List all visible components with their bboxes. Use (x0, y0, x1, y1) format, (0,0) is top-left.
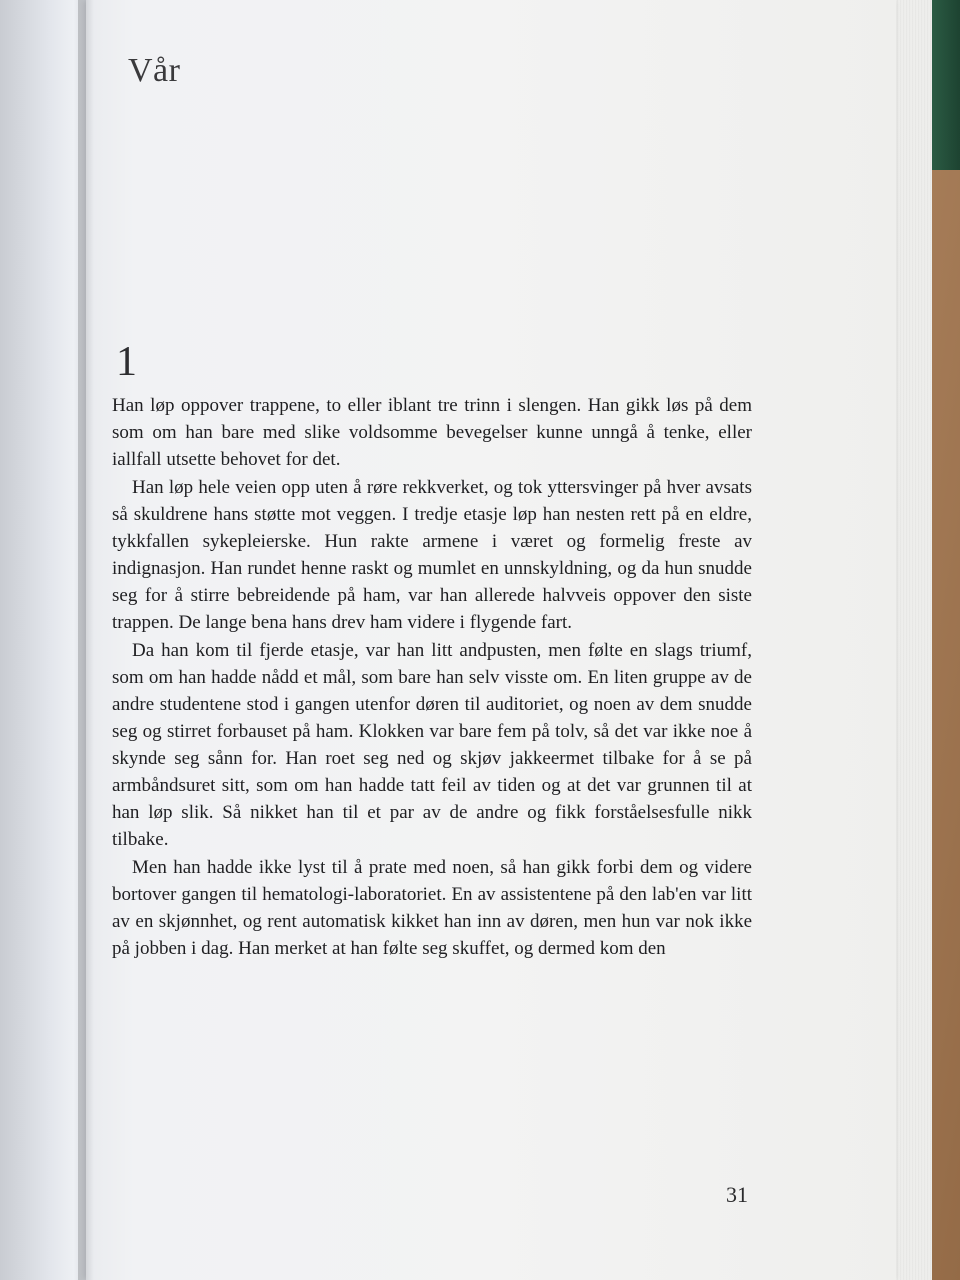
gutter-shadow (78, 0, 94, 1280)
paragraph: Men han hadde ikke lyst til å prate med noen, så han gikk forbi dem og videre bortover gangen til hematologi-laboratoriet. En av assistentene på den lab'en var litt av en skjønnhet, og rent automatisk kikket han inn av døren, men hun var nok ikke på jobben i dag. Han merket at han følte seg skuffet, og dermed kom den (112, 857, 752, 959)
book-page (86, 0, 896, 1280)
body-text (112, 392, 752, 962)
chapter-number: 1 (116, 339, 137, 385)
paragraph: Han løp hele veien opp uten å røre rekkverket, og tok yttersvinger på hver avsats så skuldrene hans støtte mot veggen. I tredje etasje løp han nesten rett på en eldre, tykkfallen sykepleierske. Hun rakte armene i været og formelig freste av indignasjon. Han rundet henne raskt og mumlet en unnskyldning, og da hun snudde seg for å stirre bebreidende på ham, var han allerede halvveis oppover den siste trappen. De lange bena hans drev ham videre i flygende fart. (112, 477, 752, 633)
page-number: 31 (726, 1182, 748, 1207)
section-title: Vår (128, 52, 181, 89)
paragraph: Da han kom til fjerde etasje, var han litt andpusten, men følte en slags triumf, som om han hadde nådd et mål, som bare han selv visste om. En liten gruppe av de andre studentene stod i gangen utenfor døren til auditoriet, og noen av dem snudde seg og stirret forbauset på ham. Klokken var bare fem på tolv, så det var ikke noe å skynde seg sånn for. Han roet seg ned og skjøv jakkeermet tilbake for å se på armbåndsuret sitt, som om han hadde tatt feil av tiden og at det var grunnen til at han løp slik. Så nikket han til et par av de andre og fikk forståelsesfulle nikk tilbake. (112, 640, 752, 850)
paragraph: Han løp oppover trappene, to eller iblant tre trinn i slengen. Han gikk løs på dem som om han bare med slike voldsomme bevegelser kunne unngå å tenke, eller iallfall utsette behovet for det. (112, 395, 752, 470)
